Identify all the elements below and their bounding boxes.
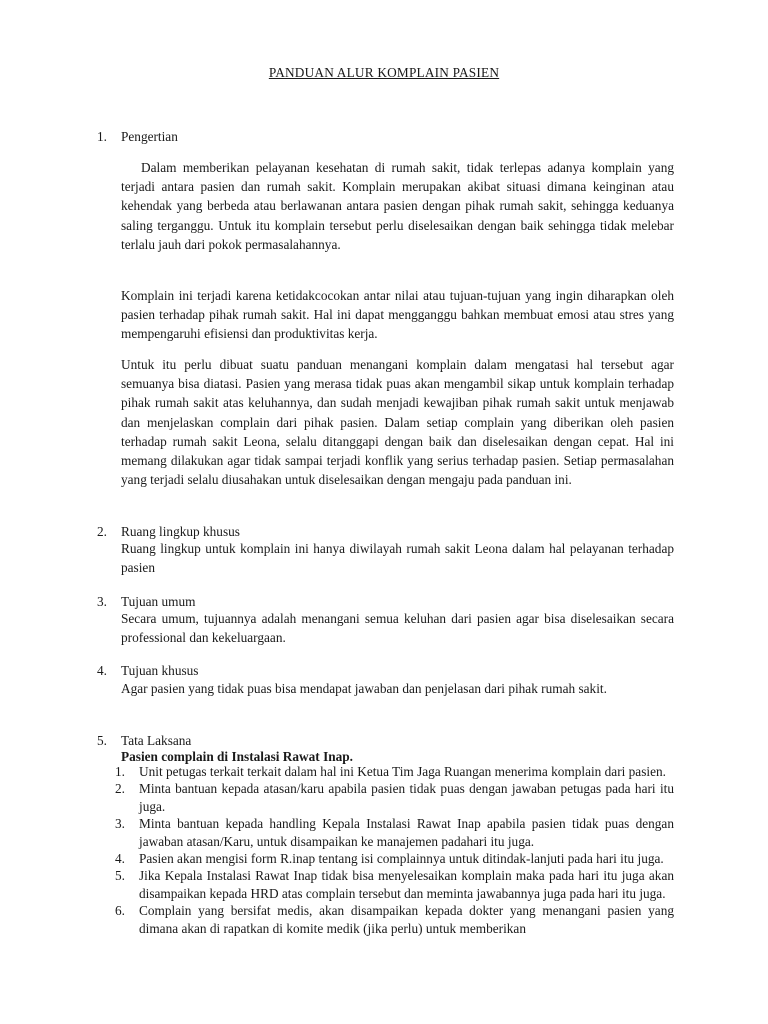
list-item — [113, 902, 674, 938]
section-number: 3. — [97, 594, 107, 609]
list-item — [113, 815, 674, 851]
list-item-number: 2. — [115, 781, 125, 796]
list-item-text: Unit petugas terkait terkait dalam hal ini Ketua Tim Jaga Ruangan menerima komplain dari pasien. — [139, 764, 666, 779]
paragraph: Dalam memberikan pelayanan kesehatan di rumah sakit, tidak terlepas adanya komplain yang terjadi antara pasien dan rumah sakit. Komplain merupakan akibat situasi dimana keinginan atau kehendak yang berbeda atau berlawanan antara pasien dengan pihak rumah sakit, sehingga keduanya saling terganggu. Untuk itu komplain tersebut perlu diselesaikan dengan baik sehingga tidak melebar terlalu jauh dari pokok permasalahannya. — [121, 160, 674, 252]
section-number: 4. — [97, 663, 107, 678]
list-item-text: Jika Kepala Instalasi Rawat Inap tidak bisa menyelesaikan komplain maka pada hari itu juga akan disampaikan kepada HRD atas complain tersebut dan meminta jawabannya juga pada hari itu juga. — [139, 868, 674, 901]
paragraph: Komplain ini terjadi karena ketidakcocokan antar nilai atau tujuan-tujuan yang ingin diharapkan oleh pasien terhadap pihak rumah sakit. Hal ini dapat mengganggu bahkan membuat emosi atau stres yang mempengaruhi efisiensi dan produktivitas kerja. — [121, 288, 674, 342]
procedure-list — [113, 763, 674, 937]
list-item-text: Minta bantuan kepada handling Kepala Instalasi Rawat Inap apabila pasien tidak puas dengan jawaban atasan/Karu, untuk disampaikan ke manajemen padahari itu juga. — [139, 816, 674, 849]
section-heading-tata-laksana: Tata Laksana — [121, 733, 192, 748]
section-heading-pengertian: Pengertian — [121, 129, 178, 144]
list-item-text: Complain yang bersifat medis, akan disampaikan kepada dokter yang menangani pasien yang dimana akan di rapatkan di komite medik (jika perlu) untuk memberikan — [139, 903, 674, 936]
document-title: PANDUAN ALUR KOMPLAIN PASIEN — [268, 65, 500, 80]
section-heading-tujuan-khusus: Tujuan khusus — [121, 663, 199, 678]
list-item — [113, 867, 674, 903]
list-item-number: 5. — [115, 868, 125, 883]
paragraph: Untuk itu perlu dibuat suatu panduan menangani komplain dalam mengatasi hal tersebut agar semuanya bisa diatasi. Pasien yang merasa tidak puas akan mengambil sikap untuk komplain terhadap pihak rumah sakit atas keluhannya, dan sudah menjadi kewajiban pihak rumah sakit untuk menjawab dan menjelaskan complain dari pihak pasien. Dalam setiap complain yang diberikan oleh pasien terhadap rumah sakit Leona, selalu ditanggapi dengan baik dan diselesaikan dengan cepat. Hal ini memang dilakukan agar tidak sampai terjadi konflik yang serius terhadap pasien. Setiap permasalahan yang terjadi selalu diusahakan untuk diselesaikan dengan mengaju pada panduan ini. — [121, 357, 674, 488]
list-item-number: 4. — [115, 851, 125, 866]
list-item-number: 6. — [115, 903, 125, 918]
list-item — [113, 780, 674, 816]
section-number: 2. — [97, 524, 107, 539]
paragraph: Secara umum, tujuannya adalah menangani semua keluhan dari pasien agar bisa diselesaikan secara professional dan kekeluargaan. — [121, 611, 674, 646]
section-heading-ruang-lingkup: Ruang lingkup khusus — [121, 524, 240, 539]
section-heading-tujuan-umum: Tujuan umum — [121, 594, 196, 609]
list-item-number: 1. — [115, 764, 125, 779]
list-item — [113, 763, 674, 781]
list-item-number: 3. — [115, 816, 125, 831]
subheading-rawat-inap: Pasien complain di Instalasi Rawat Inap. — [121, 749, 354, 764]
paragraph: Agar pasien yang tidak puas bisa mendapat jawaban dan penjelasan dari pihak rumah sakit. — [121, 681, 607, 696]
section-number: 5. — [97, 733, 107, 748]
list-item-text: Pasien akan mengisi form R.inap tentang isi complainnya untuk ditindak-lanjuti pada hari itu juga. — [139, 851, 664, 866]
list-item-text: Minta bantuan kepada atasan/karu apabila pasien tidak puas dengan jawaban petugas pada hari itu juga. — [139, 781, 674, 814]
paragraph: Ruang lingkup untuk komplain ini hanya diwilayah rumah sakit Leona dalam hal pelayanan terhadap pasien — [121, 541, 674, 576]
list-item — [113, 850, 674, 868]
section-number: 1. — [97, 129, 107, 144]
